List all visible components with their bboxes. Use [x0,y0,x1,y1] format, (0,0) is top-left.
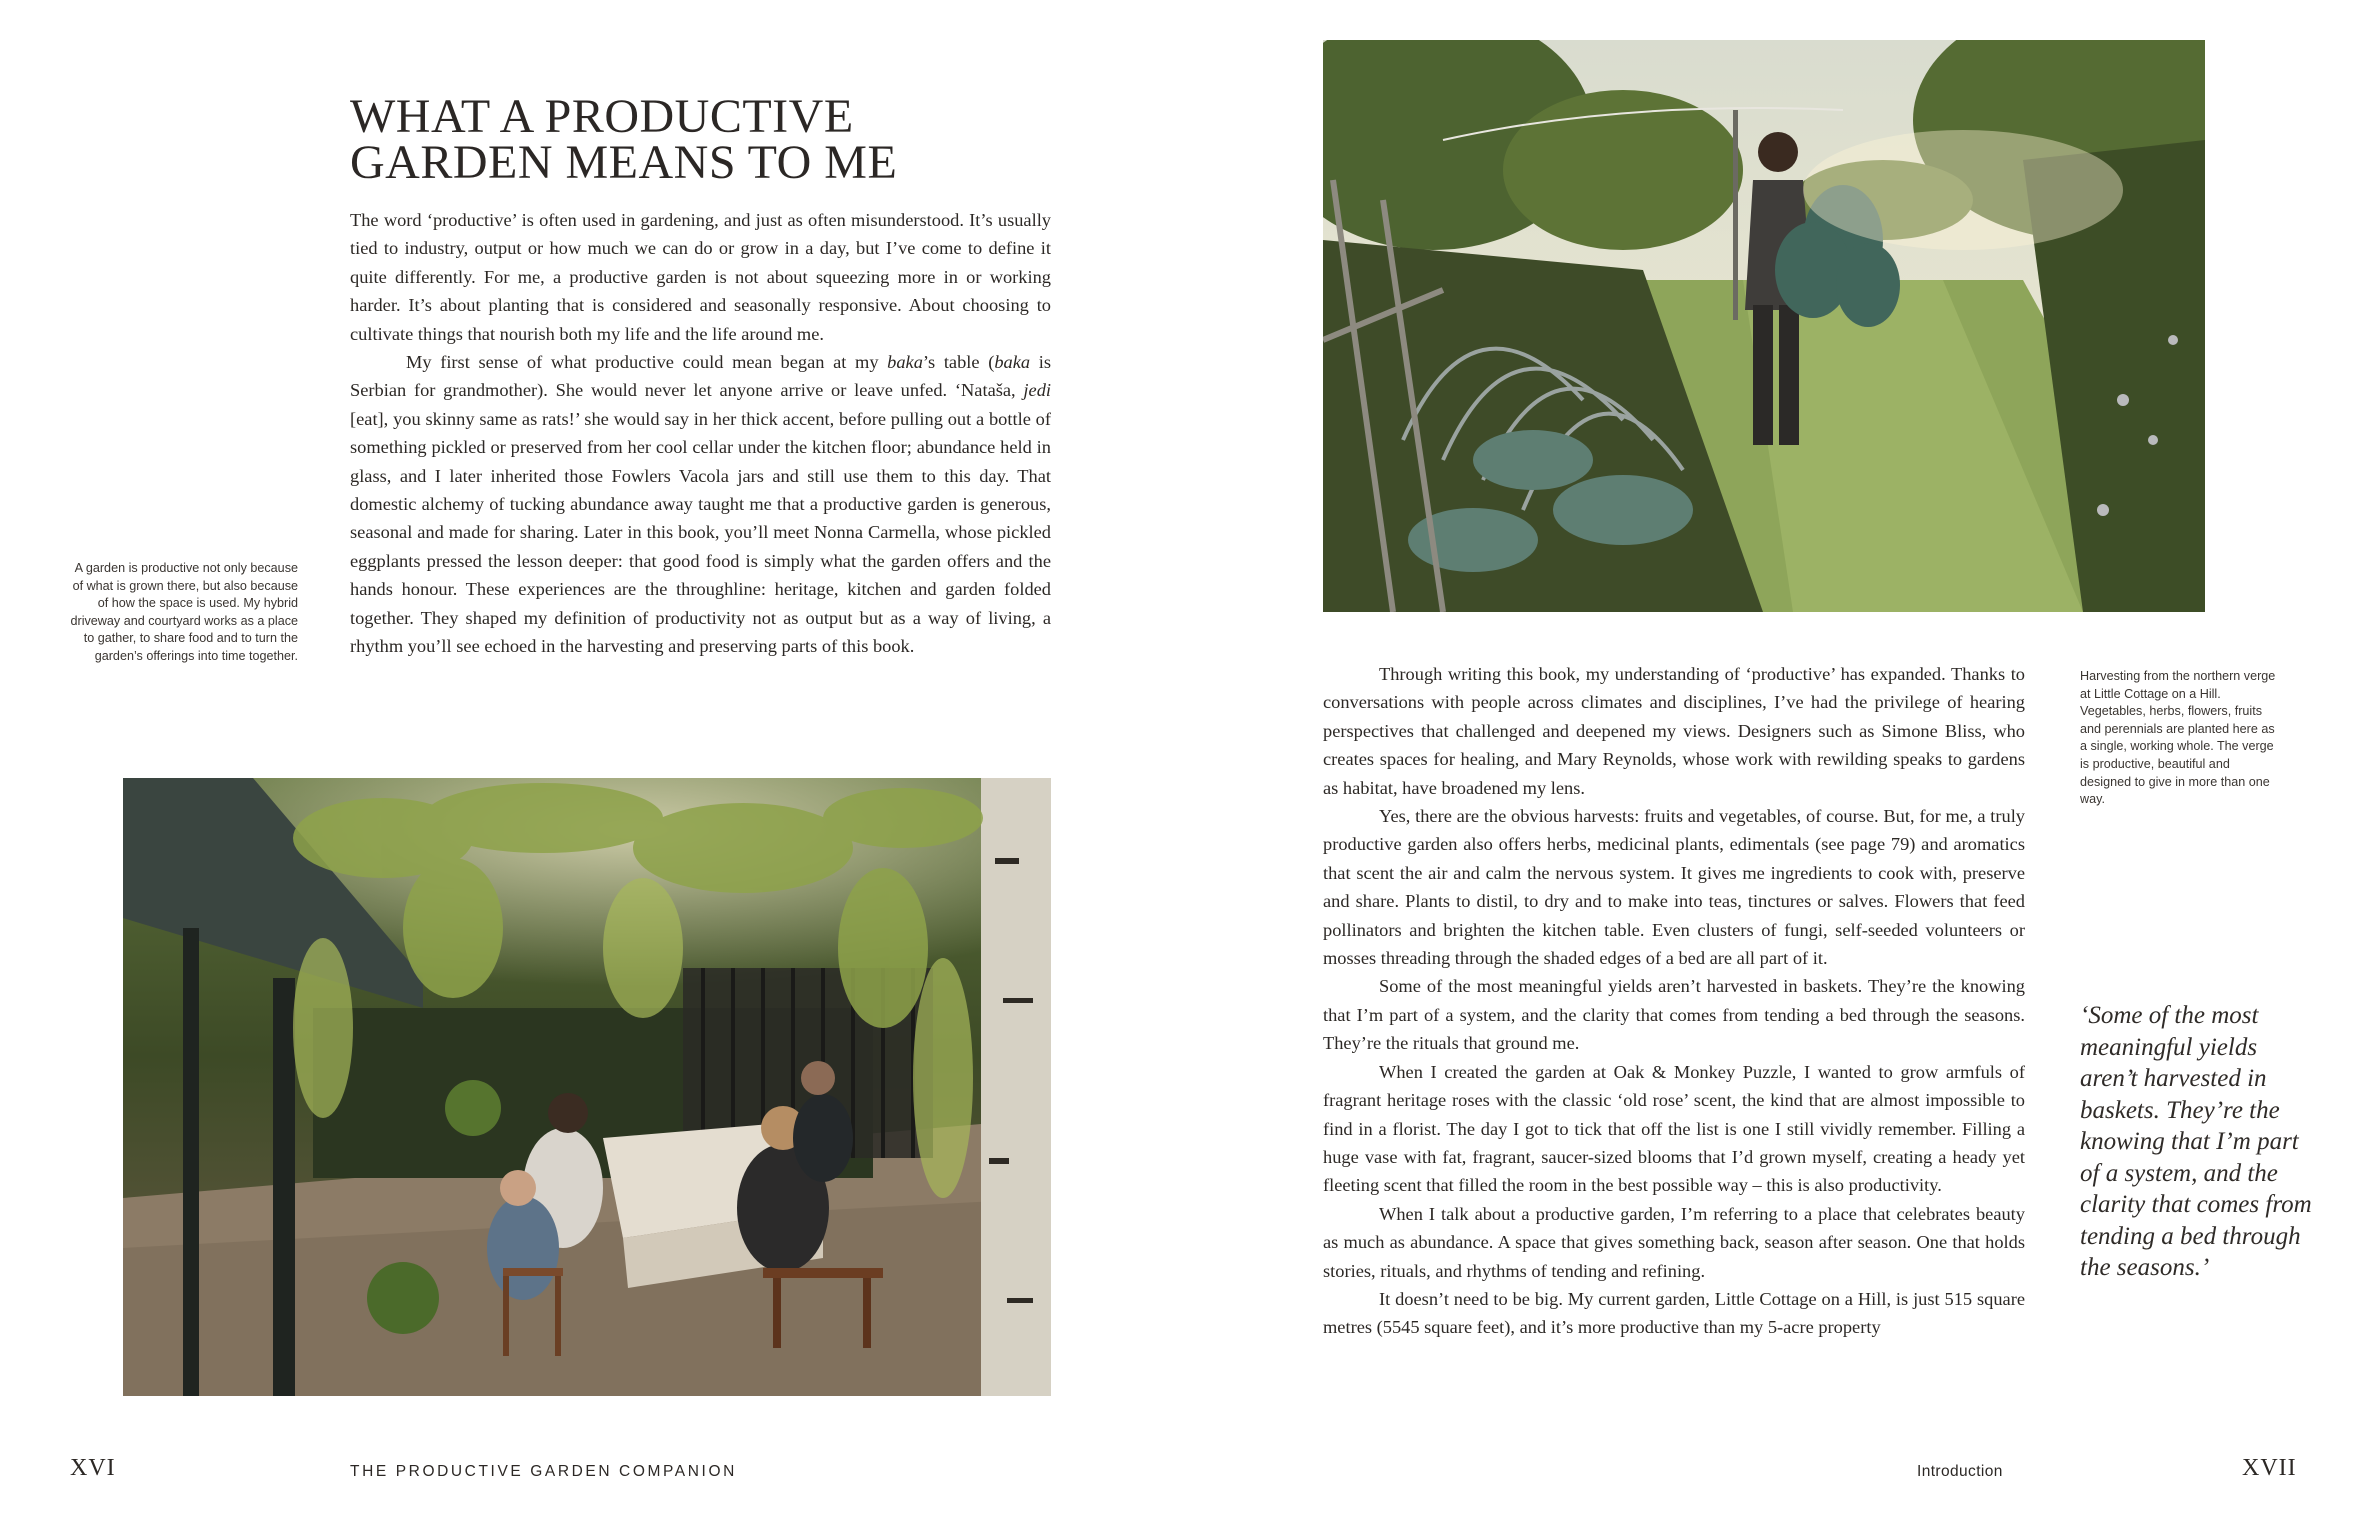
left-photo-caption: A garden is productive not only because of what is grown there, but also because of how the space is used. My hybrid driveway and courtyard works as a place to gather, to share food and to turn the garden’s offerings into time together. [70,561,298,663]
right-photo-caption: Harvesting from the northern verge at Little Cottage on a Hill. Vegetables, herbs, flowers, fruits and perennials are planted here as a single, working whole. The verge is productive, beautiful and designed to give in more than one way. [2080,669,2276,807]
running-head-left: THE PRODUCTIVE GARDEN COMPANION [350,1463,737,1480]
paragraph-2: My first sense of what productive could mean began at my baka’s table (baka is Serbian for grandmother). She would never let anyone arrive or leave unfed. ‘Nataša, jedi [eat], you skinny same as rats!’ she would say in her thick accent, before pulling out a bottle of something pickled or preserved from her cool cellar under the kitchen floor; abundance held in glass, and I later inherited those Fowlers Vacola jars and still use them to this day. That domestic alchemy of tucking abundance away taught me that a productive garden is generous, seasonal and made for sharing. Later in this book, you’ll meet Nonna Carmella, whose pickled eggplants pressed the lesson deeper: that good food is simply what the garden offers and the hands honour. These experiences are the throughline: heritage, kitchen and garden folded together. They shaped my definition of productivity not as output but as a way of living, a rhythm you’ll see echoed in the harvesting and preserving parts of this book. [350,352,1051,657]
paragraph-1: The word ‘productive’ is often used in gardening, and just as often misunderstood. It’s usually tied to industry, output or how much we can do or grow in a day, but I’ve come to define it quite differently. For me, a productive garden is not about squeezing more in or working harder. It’s about planting that is considered and seasonally responsive. About choosing to cultivate things that nourish both my life and the life around me. [350,210,1051,344]
right-paragraph-3: Some of the most meaningful yields aren’t harvested in baskets. They’re the knowing that I’m part of a system, and the clarity that comes from tending a bed through the seasons. They’re the rituals that ground me. [1323,976,2025,1054]
right-paragraph-5: When I talk about a productive garden, I’m referring to a place that celebrates beauty as much as abundance. A space that gives something back, season after season. One that holds stories, rituals, and rhythms of tending and refining. [1323,1203,2025,1281]
right-body-text [1323,660,2025,1342]
heading-line-2: GARDEN MEANS TO ME [350,136,898,189]
right-paragraph-6: It doesn’t need to be big. My current garden, Little Cottage on a Hill, is just 515 square metres (5545 square feet), and it’s more productive than my 5-acre property [1323,1288,2025,1338]
right-paragraph-4: When I created the garden at Oak & Monkey Puzzle, I wanted to grow armfuls of fragrant heritage roses with the classic ‘old rose’ scent, the kind that are almost impossible to find in a florist. The day I got to tick that off the list is one I still vividly remember. Filling a huge vase with fat, fragrant, saucer-sized blooms that I’d grown myself, creating a heady yet fleeting scent that filled the room in the best possible way – this is also productivity. [1323,1061,2025,1196]
running-head-right: Introduction [1917,1463,2003,1480]
courtyard-dining-photo [123,778,1051,1396]
chapter-heading [350,90,1050,189]
left-body-text [350,206,1051,661]
folio-right: XVII [2242,1455,2297,1481]
folio-left: XVI [70,1455,116,1481]
heading-line-1: WHAT A PRODUCTIVE [350,90,854,143]
right-paragraph-2: Yes, there are the obvious harvests: fruits and vegetables, of course. But, for me, a truly productive garden also offers herbs, medicinal plants, edimentals (see page 79) and aromatics that scent the air and calm the nervous system. It gives me ingredients to cook with, preserve and share. Plants to distil, to dry and to make into teas, tinctures or salves. Flowers that feed pollinators and brighten the kitchen table. Even clusters of fungi, self-seeded volunteers or mosses threading through the shaded edges of a bed are all part of it. [1323,806,2025,969]
garden-verge-photo [1323,40,2205,612]
right-paragraph-1: Through writing this book, my understanding of ‘productive’ has expanded. Thanks to conversations with people across climates and disciplines, I’ve had the privilege of hearing perspectives that challenged and deepened my views. Designers such as Simone Bliss, who creates spaces for healing, and Mary Reynolds, whose work with rewilding speaks to gardens as habitat, have broadened my lens. [1323,664,2025,798]
garden-verge-illustration [1323,40,2205,612]
pull-quote: ‘Some of the most meaningful yields aren’t harvested in baskets. They’re the knowing that I’m part of a system, and the clarity that comes from tending a bed through the seasons.’ [2080,1002,2312,1281]
courtyard-dining-illustration [123,778,1051,1396]
